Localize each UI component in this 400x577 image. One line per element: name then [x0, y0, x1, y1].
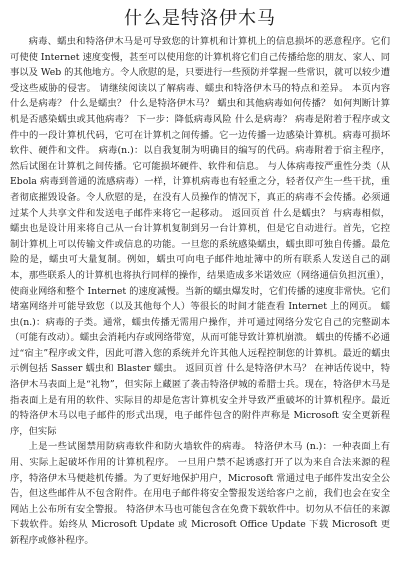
body-paragraph-1: 病毒、蠕虫和特洛伊木马是可导致您的计算机和计算机上的信息损坏的恶意程序。它们可使使 Internet 速度变慢，甚至可以使用您的计算机将它们自己传播给您的朋友、家人、同事以及 Web 的其他地方。令人欣慰的是，只要进行一些预防并掌握一些常识，就可以较少遭受这些威胁的侵害。 请继续阅读以了解病毒、蠕虫和特洛伊木马的特点和差异。 本页内容 什么是病毒？ 什么是蠕虫？ 什么是特洛伊木马？ 蠕虫和其他病毒如何传播？ 如何判断计算机是否感染蠕虫或其他病毒？ 下一步：降低病毒风险 什么是病毒？ 病毒是附着于程序或文件中的一段计算机代码，它可在计算机之间传播。它一边传播一边感染计算机。病毒可损坏软件、硬件和文件。 病毒(n.)：以自我复制为明确目的编写的代码。病毒附着于宿主程序，然后试图在计算机之间传播。它可能损坏硬件、软件和信息。 与人体病毒按严重性分类（从 Ebola 病毒到普通的流感病毒）一样，计算机病毒也有轻重之分，轻者仅产生一些干扰，重者彻底摧毁设备。令人欣慰的是，在没有人员操作的情况下，真正的病毒不会传播。必须通过某个人共享文件和发送电子邮件来将它一起移动。 返回页首 什么是蠕虫？ 与病毒相似，蠕虫也是设计用来将自己从一台计算机复制到另一台计算机，但是它自动进行。首先，它控制计算机上可以传输文件或信息的功能。一旦您的系统感染蠕虫，蠕虫即可独自传播。最危险的是，蠕虫可大量复制。例如，蠕虫可向电子邮件地址簿中的所有联系人发送自己的副本，那些联系人的计算机也将执行同样的操作，结果造成多米诺效应（网络通信负担沉重），使商业网络和整个 Internet 的速度减慢。当新的蠕虫爆发时，它们传播的速度非常快。它们堵塞网络并可能导致您（以及其他每个人）等很长的时间才能查看 Internet 上的网页。 蠕虫(n.)：病毒的子类。通常，蠕虫传播无需用户操作，并可通过网络分发它自己的完整副本（可能有改动）。蠕虫会消耗内存或网络带宽，从而可能导致计算机崩溃。 蠕虫的传播不必通过“宿主”程序或文件，因此可潜入您的系统并允许其他人远程控制您的计算机。最近的蠕虫示例包括 Sasser 蠕虫和 Blaster 蠕虫。 返回页首 什么是特洛伊木马？ 在神话传说中，特洛伊木马表面上是“礼物”，但实际上藏匿了袭击特洛伊城的希腊士兵。现在，特洛伊木马是指表面上是有用的软件、实际目的却是危害计算机安全并导致严重破坏的计算机程序。最近的特洛伊木马以电子邮件的形式出现，电子邮件包含的附件声称是 Microsoft 安全更新程序，但实际 [10, 36, 390, 437]
page-title: 什么是特洛伊木马 [124, 8, 276, 29]
body-paragraph-2: 上是一些试图禁用防病毒软件和防火墙软件的病毒。 特洛伊木马 (n.)：一种表面上有用、实际上起破坏作用的计算机程序。 一旦用户禁不起诱惑打开了以为来自合法来源的程序，特洛伊木马便趁机传播。为了更好地保护用户，Microsoft 常通过电子邮件发出安全公告，但这些邮件从不包含附件。在用电子邮件将安全警报发送给客户之前，我们也会在安全网站上公布所有安全警报。 特洛伊木马也可能包含在免费下载软件中。切勿从不信任的来源下载软件。始终从 Microsoft Update 或 Microsoft Office Update 下载 Microsoft 更新程序或修补程序。 [10, 441, 390, 546]
